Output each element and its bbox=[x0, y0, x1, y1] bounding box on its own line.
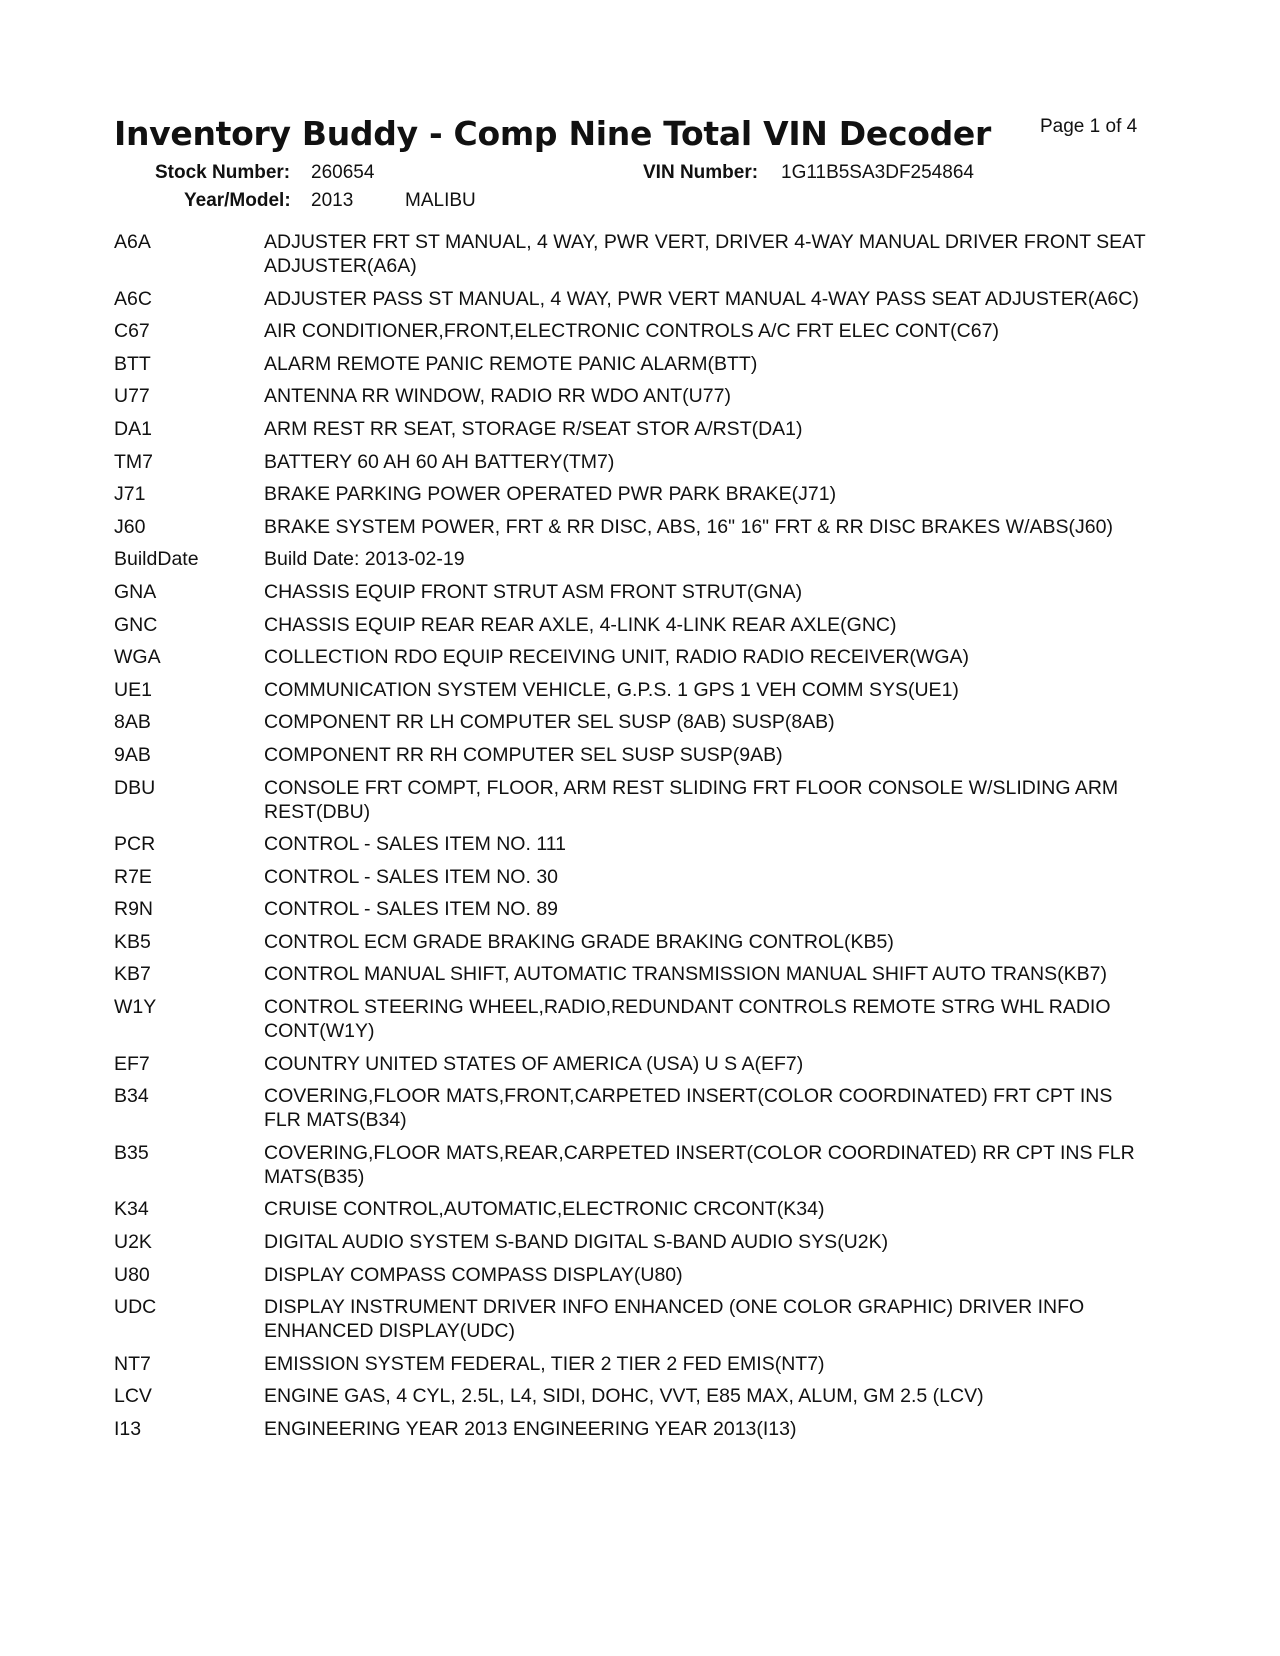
list-item bbox=[114, 352, 1154, 376]
option-description: COVERING,FLOOR MATS,FRONT,CARPETED INSERT(COLOR COORDINATED) FRT CPT INS FLR MATS(B34) bbox=[264, 1085, 1113, 1132]
option-description: CONSOLE FRT COMPT, FLOOR, ARM REST SLIDING FRT FLOOR CONSOLE W/SLIDING ARM REST(DBU) bbox=[264, 776, 1119, 823]
option-code: PCR bbox=[114, 833, 156, 856]
list-item bbox=[114, 417, 1154, 441]
option-description: BATTERY 60 AH 60 AH BATTERY(TM7) bbox=[264, 450, 615, 473]
year-model-label: Year/Model: bbox=[184, 190, 291, 211]
list-item bbox=[114, 1352, 1154, 1376]
list-item bbox=[114, 1263, 1154, 1287]
option-code: KB7 bbox=[114, 963, 151, 986]
option-description: CONTROL STEERING WHEEL,RADIO,REDUNDANT CONTROLS REMOTE STRG WHL RADIO CONT(W1Y) bbox=[264, 996, 1111, 1043]
option-code: UDC bbox=[114, 1296, 157, 1319]
option-description: BRAKE PARKING POWER OPERATED PWR PARK BRAKE(J71) bbox=[264, 483, 837, 506]
option-code: R7E bbox=[114, 865, 152, 888]
option-description: ENGINE GAS, 4 CYL, 2.5L, L4, SIDI, DOHC, VVT, E85 MAX, ALUM, GM 2.5 (LCV) bbox=[264, 1385, 984, 1408]
list-item bbox=[114, 897, 1154, 921]
list-item bbox=[114, 776, 1154, 824]
option-code: WGA bbox=[114, 646, 161, 669]
page-number: Page 1 of 4 bbox=[1040, 116, 1138, 137]
option-description: CONTROL - SALES ITEM NO. 89 bbox=[264, 898, 559, 921]
option-code: B35 bbox=[114, 1141, 149, 1164]
stock-number-label: Stock Number: bbox=[155, 162, 291, 183]
option-description: BRAKE SYSTEM POWER, FRT & RR DISC, ABS, 16" 16" FRT & RR DISC BRAKES W/ABS(J60) bbox=[264, 515, 1113, 538]
list-item bbox=[114, 962, 1154, 986]
option-code: NT7 bbox=[114, 1352, 151, 1375]
list-item bbox=[114, 1230, 1154, 1254]
option-description: CRUISE CONTROL,AUTOMATIC,ELECTRONIC CRCONT(K34) bbox=[264, 1198, 825, 1221]
option-description: DISPLAY COMPASS COMPASS DISPLAY(U80) bbox=[264, 1263, 683, 1286]
option-description: CHASSIS EQUIP REAR REAR AXLE, 4-LINK 4-LINK REAR AXLE(GNC) bbox=[264, 613, 897, 636]
option-code: U77 bbox=[114, 385, 150, 408]
list-item bbox=[114, 1417, 1154, 1441]
option-description: CONTROL - SALES ITEM NO. 111 bbox=[264, 833, 566, 856]
option-description: COMPONENT RR LH COMPUTER SEL SUSP (8AB) SUSP(8AB) bbox=[264, 711, 835, 734]
option-code: U80 bbox=[114, 1263, 150, 1286]
option-description: CONTROL - SALES ITEM NO. 30 bbox=[264, 865, 559, 888]
vin-number-label: VIN Number: bbox=[643, 162, 759, 183]
option-code: J60 bbox=[114, 515, 146, 538]
list-item bbox=[114, 930, 1154, 954]
option-description: COLLECTION RDO EQUIP RECEIVING UNIT, RADIO RADIO RECEIVER(WGA) bbox=[264, 646, 969, 669]
option-description: COVERING,FLOOR MATS,REAR,CARPETED INSERT(COLOR COORDINATED) RR CPT INS FLR MATS(B35) bbox=[264, 1141, 1135, 1188]
list-item bbox=[114, 1084, 1154, 1132]
option-description: ARM REST RR SEAT, STORAGE R/SEAT STOR A/RST(DA1) bbox=[264, 417, 803, 440]
list-item bbox=[114, 482, 1154, 506]
option-description: DIGITAL AUDIO SYSTEM S-BAND DIGITAL S-BAND AUDIO SYS(U2K) bbox=[264, 1231, 889, 1254]
option-description: CONTROL ECM GRADE BRAKING GRADE BRAKING CONTROL(KB5) bbox=[264, 930, 894, 953]
list-item bbox=[114, 450, 1154, 474]
list-item bbox=[114, 1295, 1154, 1343]
option-description: COMMUNICATION SYSTEM VEHICLE, G.P.S. 1 GPS 1 VEH COMM SYS(UE1) bbox=[264, 678, 959, 701]
option-description: CHASSIS EQUIP FRONT STRUT ASM FRONT STRUT(GNA) bbox=[264, 580, 803, 603]
option-code-list bbox=[114, 230, 1154, 1450]
list-item bbox=[114, 1141, 1154, 1189]
list-item bbox=[114, 384, 1154, 408]
option-code: DBU bbox=[114, 776, 156, 799]
list-item bbox=[114, 743, 1154, 767]
option-code: W1Y bbox=[114, 996, 157, 1019]
option-code: BuildDate bbox=[114, 548, 199, 571]
list-item bbox=[114, 319, 1154, 343]
option-code: UE1 bbox=[114, 678, 152, 701]
option-description: ALARM REMOTE PANIC REMOTE PANIC ALARM(BTT) bbox=[264, 352, 758, 375]
option-code: J71 bbox=[114, 483, 146, 506]
option-code: LCV bbox=[114, 1385, 152, 1408]
list-item bbox=[114, 995, 1154, 1043]
option-code: GNC bbox=[114, 613, 158, 636]
option-code: 8AB bbox=[114, 711, 151, 734]
option-code: 9AB bbox=[114, 743, 151, 766]
list-item bbox=[114, 1197, 1154, 1221]
list-item bbox=[114, 1384, 1154, 1408]
stock-number-value: 260654 bbox=[311, 162, 375, 183]
list-item bbox=[114, 547, 1154, 571]
list-item bbox=[114, 645, 1154, 669]
option-code: K34 bbox=[114, 1198, 149, 1221]
page-title: Inventory Buddy - Comp Nine Total VIN Decoder bbox=[114, 114, 991, 153]
model-value: MALIBU bbox=[405, 190, 476, 211]
option-code: EF7 bbox=[114, 1052, 150, 1075]
option-code: GNA bbox=[114, 580, 157, 603]
option-code: BTT bbox=[114, 352, 151, 375]
option-code: U2K bbox=[114, 1231, 152, 1254]
list-item bbox=[114, 287, 1154, 311]
list-item bbox=[114, 865, 1154, 889]
option-description: CONTROL MANUAL SHIFT, AUTOMATIC TRANSMISSION MANUAL SHIFT AUTO TRANS(KB7) bbox=[264, 963, 1107, 986]
option-description: ENGINEERING YEAR 2013 ENGINEERING YEAR 2013(I13) bbox=[264, 1418, 797, 1440]
option-description: ADJUSTER FRT ST MANUAL, 4 WAY, PWR VERT, DRIVER 4-WAY MANUAL DRIVER FRONT SEAT ADJUSTER(A6A) bbox=[264, 231, 1146, 277]
option-code: DA1 bbox=[114, 417, 152, 440]
list-item bbox=[114, 515, 1154, 539]
option-description: ANTENNA RR WINDOW, RADIO RR WDO ANT(U77) bbox=[264, 385, 731, 408]
list-item bbox=[114, 678, 1154, 702]
option-code: C67 bbox=[114, 320, 150, 343]
option-code: A6C bbox=[114, 287, 152, 310]
year-value: 2013 bbox=[311, 190, 354, 211]
list-item bbox=[114, 832, 1154, 856]
list-item bbox=[114, 710, 1154, 734]
list-item bbox=[114, 580, 1154, 604]
option-description: Build Date: 2013-02-19 bbox=[264, 548, 465, 571]
option-code: B34 bbox=[114, 1085, 149, 1108]
option-description: COUNTRY UNITED STATES OF AMERICA (USA) U S A(EF7) bbox=[264, 1052, 804, 1075]
list-item bbox=[114, 230, 1154, 278]
option-description: ADJUSTER PASS ST MANUAL, 4 WAY, PWR VERT MANUAL 4-WAY PASS SEAT ADJUSTER(A6C) bbox=[264, 287, 1139, 310]
option-description: AIR CONDITIONER,FRONT,ELECTRONIC CONTROLS A/C FRT ELEC CONT(C67) bbox=[264, 320, 999, 343]
option-code: KB5 bbox=[114, 930, 151, 953]
option-description: COMPONENT RR RH COMPUTER SEL SUSP SUSP(9AB) bbox=[264, 743, 783, 766]
option-code: A6A bbox=[114, 231, 151, 253]
option-description: DISPLAY INSTRUMENT DRIVER INFO ENHANCED (ONE COLOR GRAPHIC) DRIVER INFO ENHANCED DISPLAY(UDC) bbox=[264, 1296, 1085, 1343]
list-item bbox=[114, 613, 1154, 637]
option-code: TM7 bbox=[114, 450, 153, 473]
vin-number-value: 1G11B5SA3DF254864 bbox=[781, 162, 974, 183]
option-description: EMISSION SYSTEM FEDERAL, TIER 2 TIER 2 FED EMIS(NT7) bbox=[264, 1352, 825, 1375]
option-code: I13 bbox=[114, 1418, 142, 1440]
list-item bbox=[114, 1052, 1154, 1076]
option-code: R9N bbox=[114, 898, 154, 921]
